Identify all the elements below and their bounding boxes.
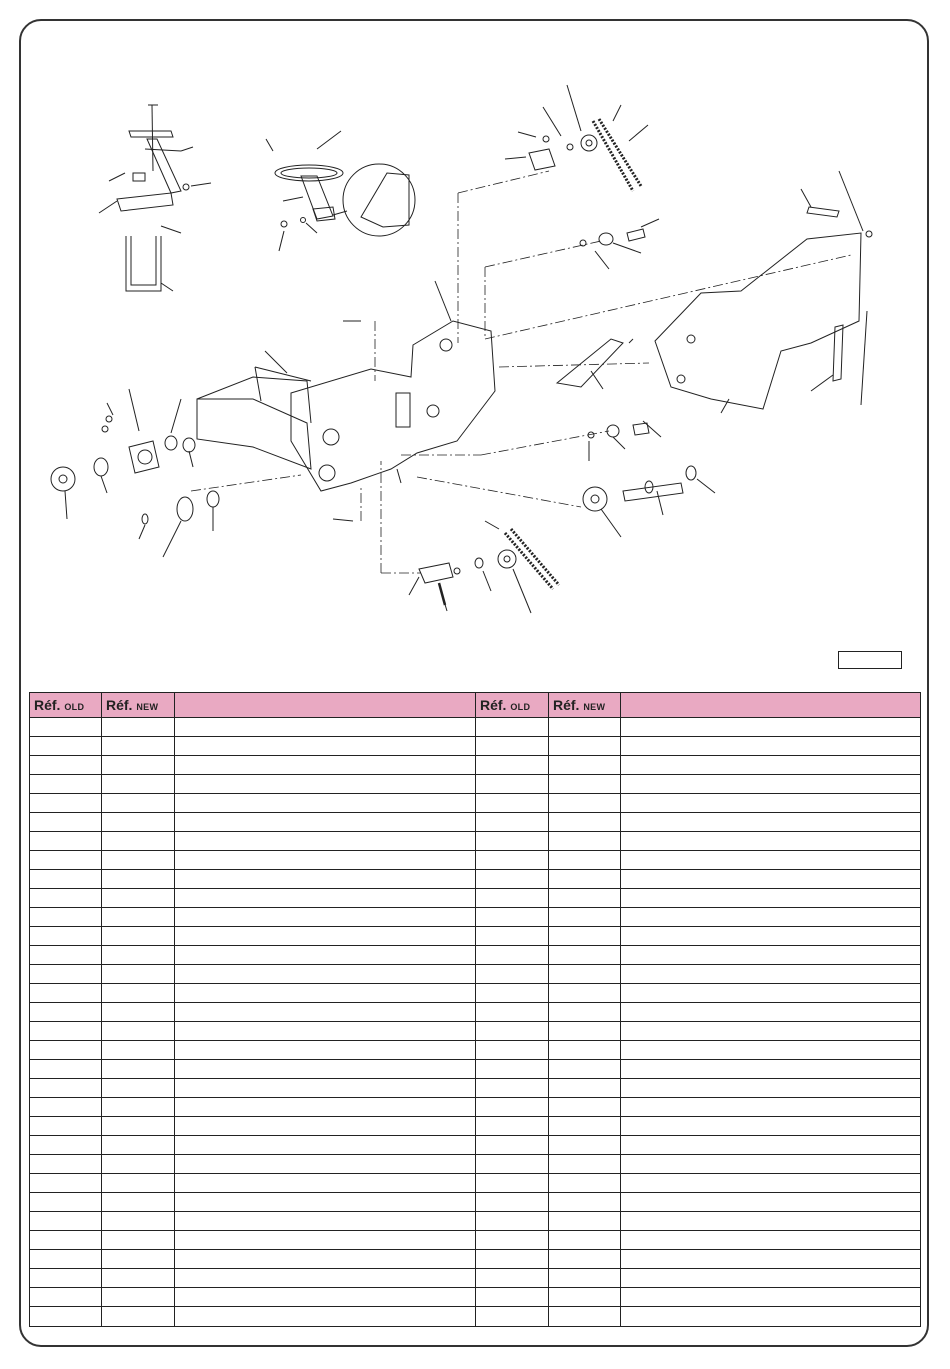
table-cell: [549, 775, 621, 794]
table-cell: [549, 1269, 621, 1288]
table-cell: [102, 1060, 175, 1079]
table-cell: [549, 794, 621, 813]
table-cell: [175, 965, 476, 984]
table-cell: [549, 889, 621, 908]
table-cell: [102, 946, 175, 965]
table-cell: [175, 1231, 476, 1250]
center-lines: [191, 171, 851, 573]
table-cell: [102, 1079, 175, 1098]
table-cell: [621, 927, 921, 946]
table-cell: [102, 889, 175, 908]
table-cell: [549, 1307, 621, 1327]
table-cell: [175, 1269, 476, 1288]
table-cell: [549, 832, 621, 851]
table-cell: [175, 737, 476, 756]
table-cell: [175, 1041, 476, 1060]
table-cell: [102, 1193, 175, 1212]
table-cell: [621, 870, 921, 889]
table-cell: [476, 1079, 549, 1098]
chain-sprocket-bottom: [409, 521, 559, 613]
table-cell: [476, 1003, 549, 1022]
lever-assembly-middle: [266, 131, 415, 251]
table-cell: [476, 1193, 549, 1212]
table-cell: [621, 889, 921, 908]
table-cell: [102, 1212, 175, 1231]
table-cell: [30, 813, 102, 832]
table-row: [30, 1136, 921, 1155]
table-cell: [621, 851, 921, 870]
table-body: [30, 718, 921, 1327]
table-cell: [102, 1117, 175, 1136]
table-cell: [102, 756, 175, 775]
table-cell: [102, 1022, 175, 1041]
table-cell: [476, 1269, 549, 1288]
table-cell: [175, 984, 476, 1003]
table-cell: [175, 794, 476, 813]
exploded-parts-diagram: [21, 21, 927, 691]
table-cell: [476, 1155, 549, 1174]
table-cell: [549, 1060, 621, 1079]
table-row: [30, 718, 921, 737]
table-cell: [102, 1041, 175, 1060]
table-cell: [30, 889, 102, 908]
header-description: [175, 693, 476, 718]
table-cell: [621, 908, 921, 927]
table-row: [30, 737, 921, 756]
table-cell: [30, 737, 102, 756]
table-cell: [175, 1288, 476, 1307]
table-cell: [621, 1250, 921, 1269]
table-row: [30, 1193, 921, 1212]
table-cell: [102, 965, 175, 984]
table-row: [30, 1022, 921, 1041]
table-cell: [102, 1174, 175, 1193]
table-row: [30, 1174, 921, 1193]
table-cell: [175, 1174, 476, 1193]
table-cell: [30, 1307, 102, 1327]
table-cell: [30, 908, 102, 927]
table-row: [30, 775, 921, 794]
guard-plate: [655, 171, 872, 413]
table-row: [30, 946, 921, 965]
table-cell: [102, 1136, 175, 1155]
table-row: [30, 1307, 921, 1327]
table-cell: [30, 1098, 102, 1117]
table-cell: [621, 1288, 921, 1307]
table-cell: [476, 946, 549, 965]
table-row: [30, 1269, 921, 1288]
table-cell: [476, 1231, 549, 1250]
table-cell: [621, 1269, 921, 1288]
table-cell: [102, 870, 175, 889]
table-cell: [621, 1231, 921, 1250]
table-cell: [175, 1022, 476, 1041]
table-cell: [621, 1041, 921, 1060]
table-row: [30, 1060, 921, 1079]
table-cell: [621, 1307, 921, 1327]
table-cell: [30, 1250, 102, 1269]
table-cell: [30, 756, 102, 775]
table-cell: [621, 737, 921, 756]
table-cell: [621, 1022, 921, 1041]
table-row: [30, 1079, 921, 1098]
table-cell: [549, 813, 621, 832]
table-cell: [476, 984, 549, 1003]
header-ref-new: Réf. NEW: [102, 693, 175, 718]
table-cell: [476, 870, 549, 889]
table-cell: [175, 851, 476, 870]
table-cell: [549, 1155, 621, 1174]
table-cell: [102, 1307, 175, 1327]
table-cell: [476, 1098, 549, 1117]
table-cell: [30, 794, 102, 813]
table-row: [30, 794, 921, 813]
table-cell: [102, 832, 175, 851]
table-cell: [30, 1060, 102, 1079]
table-cell: [175, 1117, 476, 1136]
table-cell: [102, 851, 175, 870]
table-cell: [621, 1193, 921, 1212]
table-cell: [102, 1155, 175, 1174]
table-cell: [476, 1174, 549, 1193]
table-cell: [175, 1212, 476, 1231]
table-cell: [476, 1250, 549, 1269]
table-cell: [549, 1003, 621, 1022]
table-cell: [549, 1288, 621, 1307]
table-header-row: [30, 693, 921, 718]
table-cell: [621, 794, 921, 813]
table-cell: [30, 775, 102, 794]
table-cell: [30, 1079, 102, 1098]
table-cell: [476, 1060, 549, 1079]
table-cell: [175, 775, 476, 794]
table-cell: [476, 889, 549, 908]
sprocket-lower-right: [583, 421, 715, 537]
table-cell: [549, 1022, 621, 1041]
table-cell: [549, 984, 621, 1003]
table-cell: [476, 775, 549, 794]
table-cell: [30, 1155, 102, 1174]
table-cell: [621, 1136, 921, 1155]
table-cell: [30, 718, 102, 737]
table-cell: [102, 737, 175, 756]
table-cell: [175, 1098, 476, 1117]
table-row: [30, 1155, 921, 1174]
table-cell: [30, 1117, 102, 1136]
table-cell: [102, 794, 175, 813]
table-cell: [30, 1003, 102, 1022]
table-row: [30, 870, 921, 889]
table-cell: [175, 889, 476, 908]
table-cell: [621, 1098, 921, 1117]
header-ref-old-2: Réf. OLD: [476, 693, 549, 718]
main-frame: [197, 281, 633, 521]
table-row: [30, 756, 921, 775]
header-ref-new-2: Réf. NEW: [549, 693, 621, 718]
table-row: [30, 984, 921, 1003]
table-cell: [549, 1117, 621, 1136]
table-cell: [476, 851, 549, 870]
table-cell: [621, 984, 921, 1003]
table-row: [30, 908, 921, 927]
table-row: [30, 1003, 921, 1022]
table-cell: [476, 908, 549, 927]
table-cell: [30, 1041, 102, 1060]
table-cell: [549, 756, 621, 775]
table-cell: [30, 1193, 102, 1212]
table-cell: [476, 1022, 549, 1041]
table-cell: [30, 1136, 102, 1155]
table-cell: [175, 946, 476, 965]
table-row: [30, 832, 921, 851]
table-cell: [102, 718, 175, 737]
table-cell: [175, 1136, 476, 1155]
table-cell: [30, 1288, 102, 1307]
table-row: [30, 1041, 921, 1060]
table-cell: [549, 870, 621, 889]
table-cell: [621, 832, 921, 851]
table-cell: [549, 1041, 621, 1060]
table-cell: [30, 927, 102, 946]
table-cell: [102, 1231, 175, 1250]
table-cell: [30, 832, 102, 851]
table-cell: [30, 946, 102, 965]
table-row: [30, 889, 921, 908]
table-cell: [476, 737, 549, 756]
table-cell: [102, 1250, 175, 1269]
table-cell: [476, 718, 549, 737]
table-cell: [102, 927, 175, 946]
table-row: [30, 1212, 921, 1231]
table-row: [30, 1117, 921, 1136]
table-cell: [30, 1269, 102, 1288]
table-cell: [476, 927, 549, 946]
table-cell: [175, 813, 476, 832]
table-cell: [549, 1174, 621, 1193]
table-row: [30, 851, 921, 870]
table-cell: [30, 984, 102, 1003]
table-cell: [476, 1212, 549, 1231]
table-cell: [621, 775, 921, 794]
table-cell: [102, 1288, 175, 1307]
table-cell: [476, 794, 549, 813]
table-cell: [30, 1022, 102, 1041]
table-cell: [30, 965, 102, 984]
table-row: [30, 927, 921, 946]
table-cell: [175, 1060, 476, 1079]
table-cell: [175, 1307, 476, 1327]
table-cell: [476, 1307, 549, 1327]
table-cell: [549, 1212, 621, 1231]
table-cell: [175, 832, 476, 851]
bearing-sprocket-left: [51, 389, 219, 557]
table-cell: [476, 1041, 549, 1060]
table-cell: [549, 1250, 621, 1269]
table-cell: [175, 1079, 476, 1098]
table-cell: [175, 908, 476, 927]
table-cell: [30, 870, 102, 889]
table-row: [30, 1250, 921, 1269]
table-cell: [30, 851, 102, 870]
table-cell: [549, 851, 621, 870]
table-cell: [621, 1174, 921, 1193]
table-cell: [175, 1155, 476, 1174]
table-cell: [175, 718, 476, 737]
table-cell: [621, 1212, 921, 1231]
table-cell: [175, 927, 476, 946]
table-cell: [621, 813, 921, 832]
table-cell: [476, 756, 549, 775]
table-cell: [476, 1288, 549, 1307]
table-cell: [30, 1231, 102, 1250]
table-cell: [549, 1079, 621, 1098]
table-cell: [621, 1117, 921, 1136]
table-cell: [621, 1060, 921, 1079]
table-cell: [175, 756, 476, 775]
table-cell: [102, 908, 175, 927]
table-cell: [102, 1269, 175, 1288]
table-cell: [175, 1193, 476, 1212]
table-cell: [549, 1098, 621, 1117]
header-ref-old: Réf. OLD: [30, 693, 102, 718]
table-cell: [476, 965, 549, 984]
table-cell: [621, 756, 921, 775]
table-cell: [621, 718, 921, 737]
table-cell: [30, 1212, 102, 1231]
table-row: [30, 1098, 921, 1117]
table-cell: [476, 1117, 549, 1136]
chain-sprocket-top: [505, 85, 659, 269]
table-cell: [175, 870, 476, 889]
table-cell: [476, 1136, 549, 1155]
table-cell: [549, 737, 621, 756]
table-cell: [549, 1231, 621, 1250]
table-cell: [549, 927, 621, 946]
table-cell: [549, 946, 621, 965]
table-cell: [621, 965, 921, 984]
table-cell: [476, 813, 549, 832]
table-cell: [621, 1155, 921, 1174]
table-cell: [175, 1003, 476, 1022]
table-row: [30, 813, 921, 832]
header-description-2: [621, 693, 921, 718]
table-cell: [102, 1003, 175, 1022]
table-cell: [476, 832, 549, 851]
table-cell: [549, 908, 621, 927]
table-cell: [102, 1098, 175, 1117]
table-cell: [621, 946, 921, 965]
reference-box: [838, 651, 902, 669]
table-cell: [102, 813, 175, 832]
table-row: [30, 1288, 921, 1307]
table-cell: [102, 775, 175, 794]
table-row: [30, 965, 921, 984]
table-cell: [621, 1003, 921, 1022]
table-cell: [30, 1174, 102, 1193]
table-row: [30, 1231, 921, 1250]
lever-assembly-left: [99, 105, 211, 291]
table-cell: [549, 965, 621, 984]
table-cell: [549, 1193, 621, 1212]
table-cell: [175, 1250, 476, 1269]
table-cell: [102, 984, 175, 1003]
table-cell: [549, 718, 621, 737]
table-cell: [549, 1136, 621, 1155]
parts-table: [29, 692, 921, 1327]
table-cell: [621, 1079, 921, 1098]
